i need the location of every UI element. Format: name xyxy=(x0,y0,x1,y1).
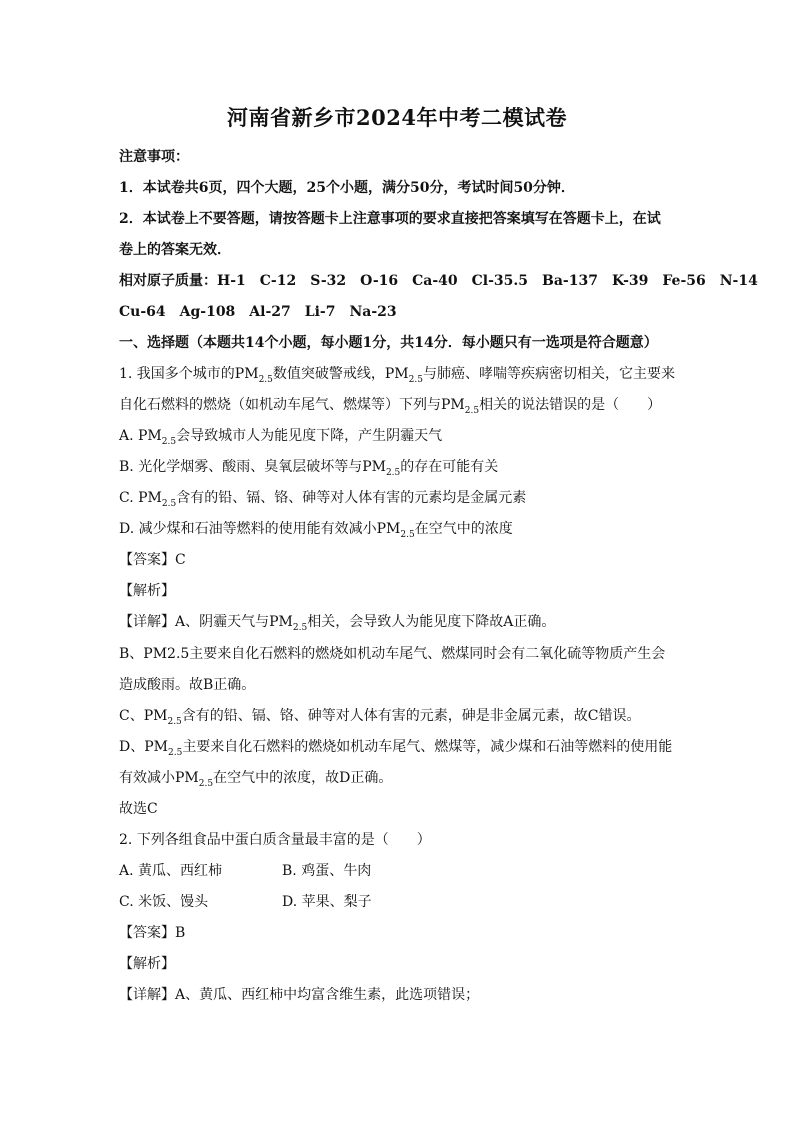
q1-option-b: B. 光化学烟雾、酸雨、臭氧层破坏等与$PM_{2.5}$的存在可能有关 xyxy=(119,459,499,478)
q1-stem-line-2: 自化石燃料的燃烧（如机动车尾气、燃煤等）下列与$PM_{2.5}$相关的说法错误的是（ ） xyxy=(119,397,662,416)
q1-detail-d-line-1: D、$PM_{2.5}$主要来自化石燃料的燃烧如机动车尾气、燃煤等，减少煤和石油等燃料的使用能 xyxy=(119,739,673,758)
section-heading: 一、选择题（本题共14个小题，每小题1分，共14分．每小题只有一选项是符合题意） xyxy=(119,335,658,351)
q1-analysis-label: 【解析】 xyxy=(119,583,175,599)
q1-option-a: A. $PM_{2.5}$会导致城市人为能见度下降，产生阴霾天气 xyxy=(119,428,443,447)
q1-detail-c: C、$PM_{2.5}$含有的铅、镉、铬、砷等对人体有害的元素，砷是非金属元素，故C错误。 xyxy=(119,708,641,727)
q2-answer: 【答案】B xyxy=(119,925,186,941)
q2-option-a: A. 黄瓜、西红柿 xyxy=(119,863,223,879)
page-title: 河南省新乡市2024年中考二模试卷 xyxy=(227,105,567,130)
q1-detail-d-line-2: 有效减小$PM_{2.5}$在空气中的浓度，故D正确。 xyxy=(119,770,393,789)
q2-options-row-1 xyxy=(119,861,679,881)
q1-option-d: D. 减少煤和石油等燃料的使用能有效减小$PM_{2.5}$在空气中的浓度 xyxy=(119,521,513,540)
q1-answer: 【答案】C xyxy=(119,552,186,568)
q2-options-row-2 xyxy=(119,892,679,912)
q1-detail-b-line-1: B、PM2.5主要来自化石燃料的燃烧如机动车尾气、燃煤同时会有二氧化硫等物质产生会 xyxy=(119,646,666,662)
notice-heading: 注意事项： xyxy=(119,149,189,165)
q1-conclusion: 故选C xyxy=(119,801,158,817)
q2-stem: 2. 下列各组食品中蛋白质含量最丰富的是（ ） xyxy=(119,832,431,848)
notice-item-2-line-2: 卷上的答案无效． xyxy=(119,242,231,258)
notice-item-1: 1．本试卷共6页，四个大题，25个小题，满分50分，考试时间50分钟． xyxy=(119,180,575,196)
q2-option-c: C. 米饭、馒头 xyxy=(119,894,209,910)
q2-detail-a: 【详解】A、黄瓜、西红柿中均富含维生素，此选项错误； xyxy=(119,987,480,1003)
q1-detail-b-line-2: 造成酸雨。故B正确。 xyxy=(119,677,256,693)
q2-option-b: B. 鸡蛋、牛肉 xyxy=(282,863,372,879)
q1-detail-a: 【详解】A、阴霾天气与$PM_{2.5}$相关，会导致人为能见度下降故A正确。 xyxy=(119,614,556,633)
q1-stem-line-1: 1. 我国多个城市的$PM_{2.5}$数值突破警戒线，$PM_{2.5}$与肺癌、哮喘等疾病密切相关，它主要来 xyxy=(119,366,675,385)
q2-option-d: D. 苹果、梨子 xyxy=(282,894,372,910)
q1-option-c: C. $PM_{2.5}$含有的铅、镉、铬、砷等对人体有害的元素均是金属元素 xyxy=(119,490,527,509)
notice-item-2-line-1: 2．本试卷上不要答题，请按答题卡上注意事项的要求直接把答案填写在答题卡上，在试 xyxy=(119,211,661,227)
atomic-mass-line-1: 相对原子质量：H-1 C-12 S-32 O-16 Ca-40 Cl-35.5 Ba-137 K-39 Fe-56 N-14 xyxy=(119,273,758,289)
q2-analysis-label: 【解析】 xyxy=(119,956,175,972)
atomic-mass-line-2: Cu-64 Ag-108 Al-27 Li-7 Na-23 xyxy=(119,304,397,320)
